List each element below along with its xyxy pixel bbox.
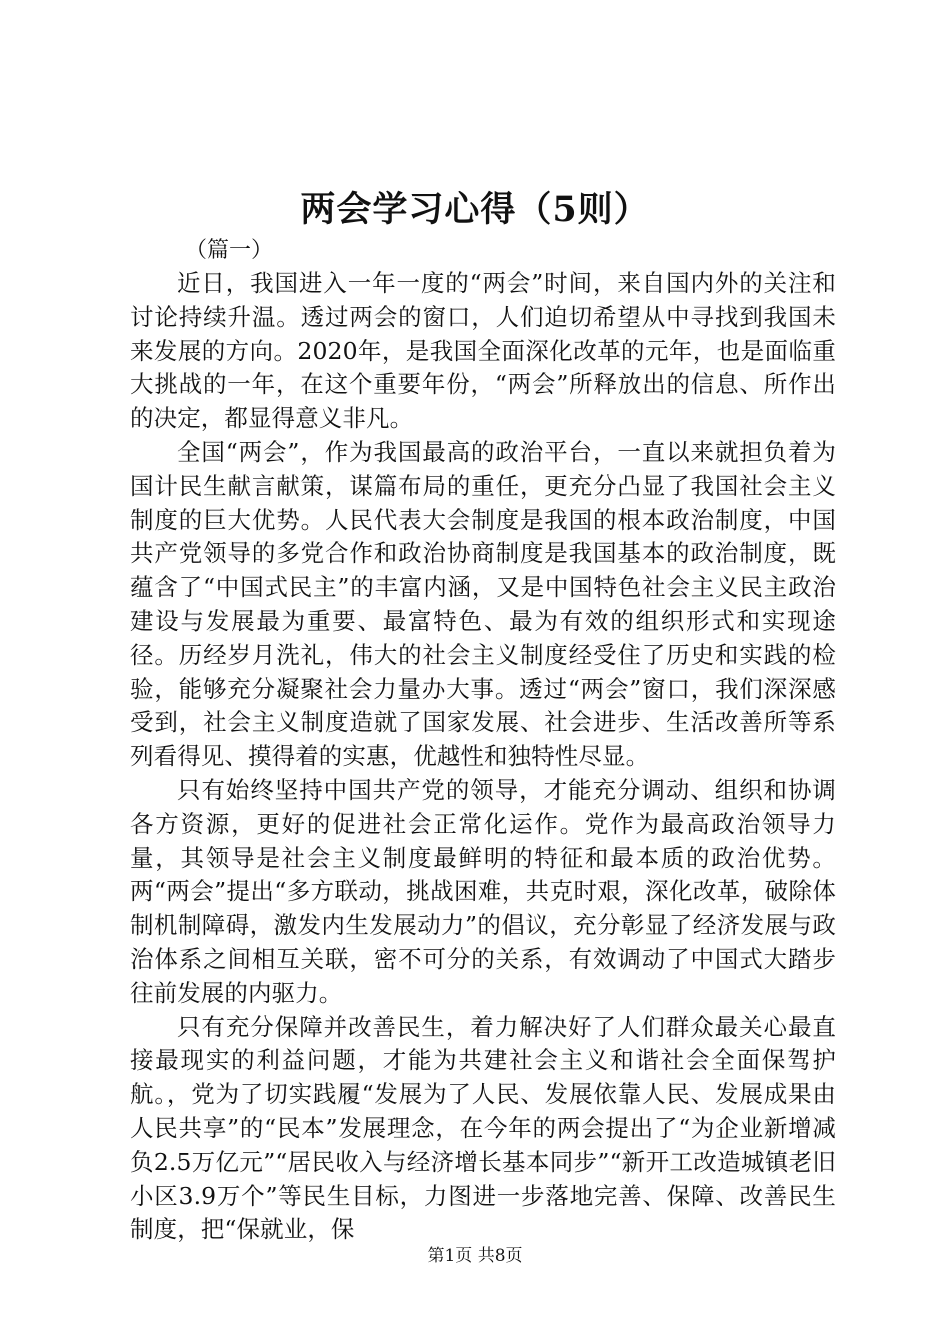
section-label: （篇一） <box>185 238 274 263</box>
paragraph: 近日，我国进入一年一度的“两会”时间，来自国内外的关注和讨论持续升温。透过两会的窗口，人们迫切希望从中寻找到我国未来发展的方向。2020年，是我国全面深化改革的元年，也是面临重大挑战的一年，在这个重要年份，“两会”所释放出的信息、所作出的决定，都显得意义非凡。 <box>130 269 836 433</box>
page-number-footer: 第1页 共8页 <box>427 1246 523 1266</box>
paragraph: 只有始终坚持中国共产党的领导，才能充分调动、组织和协调各方资源，更好的促进社会正常化运作。党作为最高政治领导力量，其领导是社会主义制度最鲜明的特征和最本质的政治优势。两“两会”提出“多方联动，挑战困难，共克时艰，深化改革，破除体制机制障碍，激发内生发展动力”的倡议，充分彰显了经济发展与政治体系之间相互关联，密不可分的关系，有效调动了中国式大踏步往前发展的内驱力。 <box>130 775 836 1007</box>
paragraph: 全国“两会”，作为我国最高的政治平台，一直以来就担负着为国计民生献言献策，谋篇布局的重任，更充分凸显了我国社会主义制度的巨大优势。人民代表大会制度是我国的根本政治制度，中国共产党领导的多党合作和政治协商制度是我国基本的政治制度，既蕴含了“中国式民主”的丰富内涵，又是中国特色社会主义民主政治建设与发展最为重要、最富特色、最为有效的组织形式和实现途径。历经岁月洗礼，伟大的社会主义制度经受住了历史和实践的检验，能够充分凝聚社会力量办大事。透过“两会”窗口，我们深深感受到，社会主义制度造就了国家发展、社会进步、生活改善所等系列看得见、摸得着的实惠，优越性和独特性尽显。 <box>130 437 836 771</box>
document-body <box>130 267 836 1247</box>
paragraph: 只有充分保障并改善民生，着力解决好了人们群众最关心最直接最现实的利益问题，才能为共建社会主义和谐社会全面保驾护航。，党为了切实践履“发展为了人民、发展依靠人民、发展成果由人民共享”的“民本”发展理念，在今年的两会提出了“为企业新增减负2.5万亿元”“居民收入与经济增长基本同步”“新开工改造城镇老旧小区3.9万个”等民生目标，力图进一步落地完善、保障、改善民生制度，把“保就业，保 <box>130 1012 836 1244</box>
document-title: 两会学习心得（5则） <box>300 189 650 230</box>
